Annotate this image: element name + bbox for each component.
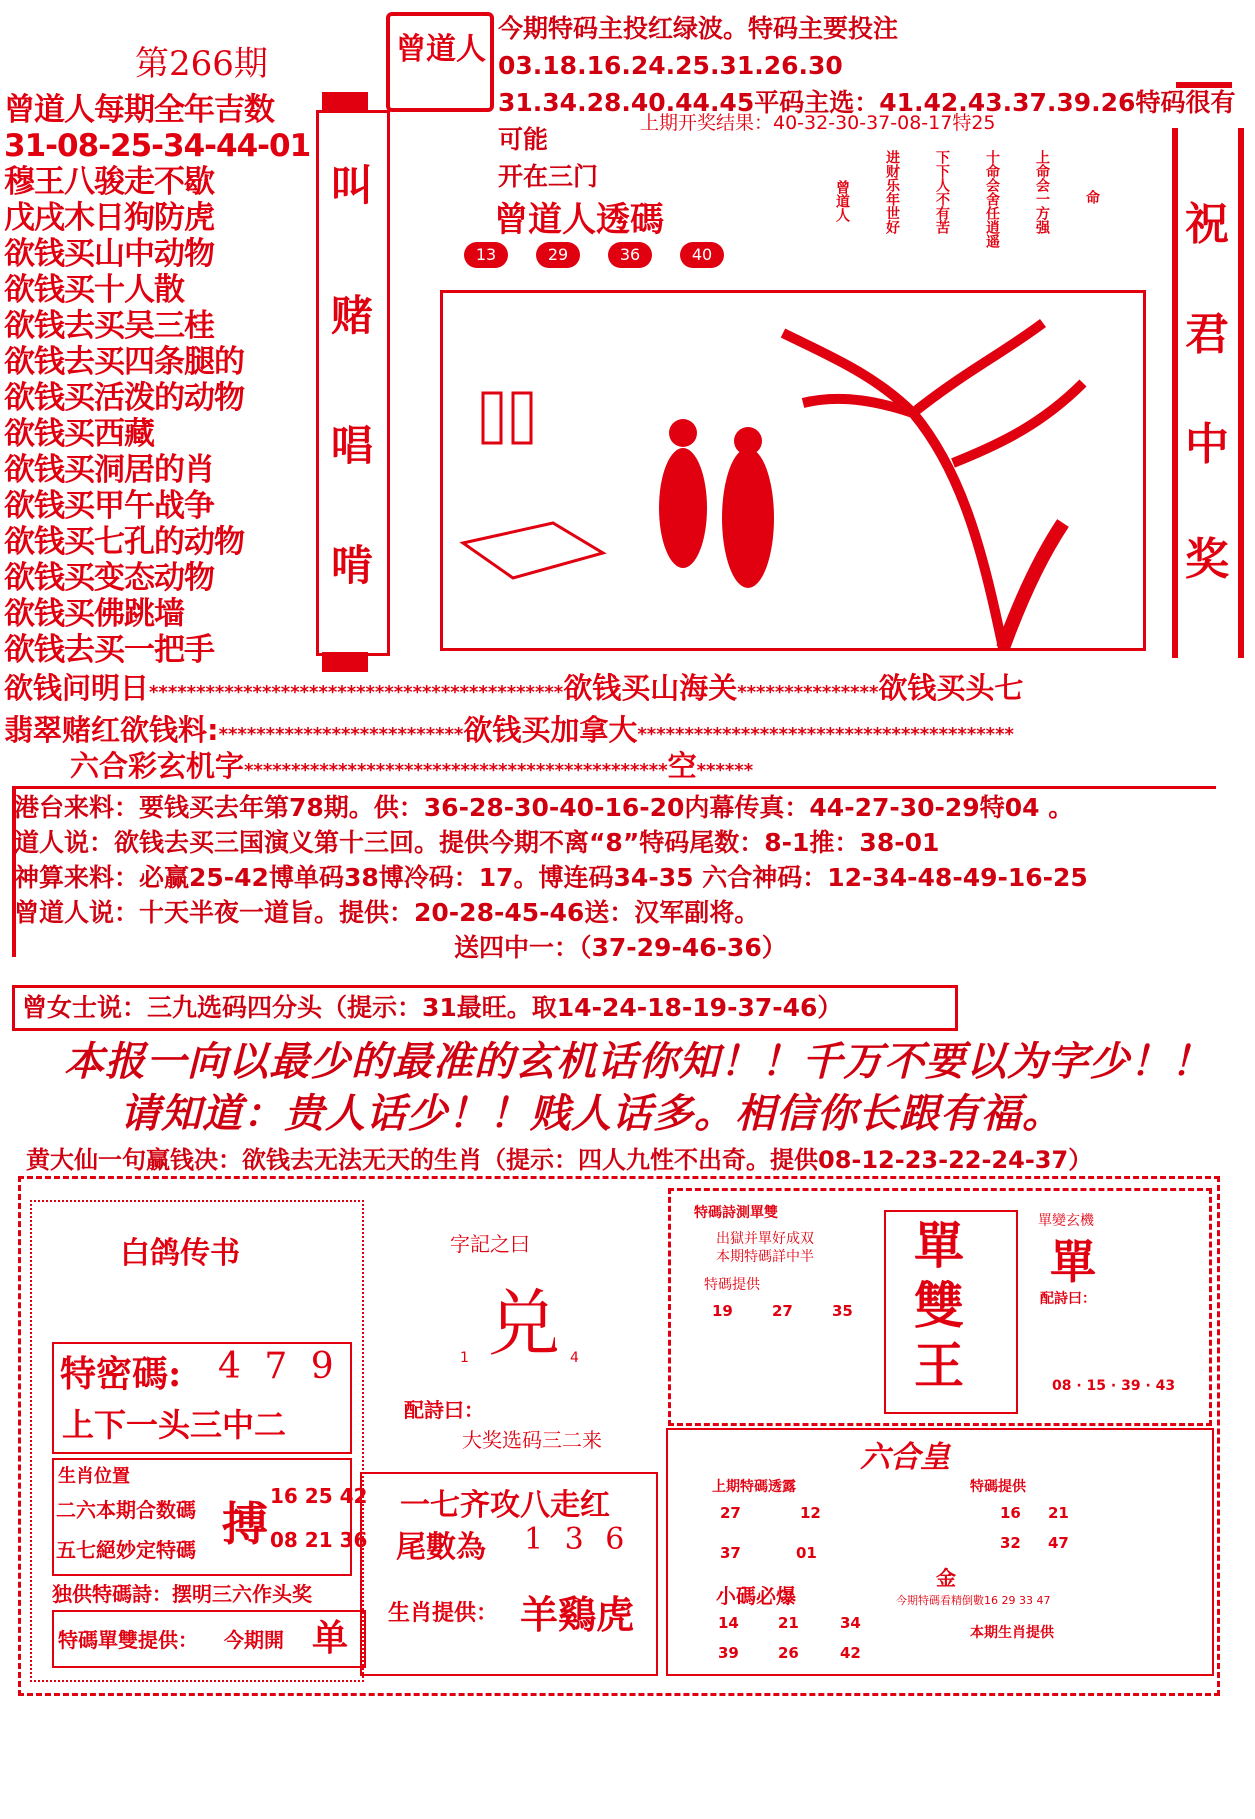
stars: *************** xyxy=(737,682,879,703)
riddle: 欲钱买加拿大 xyxy=(463,713,638,747)
scroll-char: 祝 xyxy=(1185,199,1229,250)
top-line-2: 31.34.28.40.44.45平码主选：41.42.43.37.39.26特码很有可能 xyxy=(498,88,1236,154)
stars: ******************************************** xyxy=(149,682,564,703)
huang-line: 黄大仙一句赢钱决：欲钱去无法无天的生肖（提示：四人九性不出奇。提供08-12-23-22-24-37） xyxy=(26,1146,1093,1174)
poem-col: 曾道人 xyxy=(834,180,850,222)
box1-title: 特碼詩測單雙 xyxy=(694,1205,778,1221)
box3-title: 單變玄機 xyxy=(1038,1213,1094,1229)
num: 35 xyxy=(832,1302,853,1320)
poem-col: 下下人不有苦 xyxy=(934,150,950,234)
scroll-char: 赌 xyxy=(330,291,373,340)
box1-sub: 特碼提供 xyxy=(704,1277,760,1293)
ball: 29 xyxy=(536,242,580,268)
slogan-1: 本报一向以最少的最准的玄机话你知！！千万不要以为字少！！ xyxy=(64,1038,1212,1085)
picture-title: 曾道人透碼 xyxy=(494,200,664,240)
num: 14 xyxy=(718,1614,739,1632)
scroll-char: 叫 xyxy=(330,161,373,210)
num: 32 xyxy=(1000,1534,1021,1552)
center-char: 單 xyxy=(914,1216,964,1275)
single-result: 单 xyxy=(312,1618,349,1659)
zodiac-value: 羊鷄虎 xyxy=(520,1592,635,1637)
scroll-char: 啃 xyxy=(330,541,373,590)
left-list xyxy=(4,92,324,668)
num: 42 xyxy=(840,1644,861,1662)
left-scroll xyxy=(316,110,390,656)
box1-line: 出獄并單好成双 xyxy=(716,1231,814,1247)
stars: ****** xyxy=(696,760,754,781)
single-value: 今期開 xyxy=(224,1628,284,1652)
stars: **************************************** xyxy=(637,724,1014,745)
list-item: 31-08-25-34-44-01 xyxy=(4,128,311,164)
right-scroll xyxy=(1172,128,1244,658)
pos-label: 生肖位置 xyxy=(58,1466,130,1487)
num: 27 xyxy=(772,1302,793,1320)
list-item: 欲钱买佛跳墙 xyxy=(4,596,184,632)
baige-title: 白鸽传书 xyxy=(120,1236,240,1271)
list-item: 戊戌木日狗防虎 xyxy=(4,200,214,236)
char-header: 字記之曰 xyxy=(450,1232,530,1256)
list-item: 欲钱买十人散 xyxy=(4,272,184,308)
list-item: 穆王八骏走不歇 xyxy=(4,164,214,200)
riddle: 欲钱问明日 xyxy=(4,671,150,705)
ball: 36 xyxy=(608,242,652,268)
list-item: 欲钱买活泼的动物 xyxy=(4,380,244,416)
stars: ********************************************* xyxy=(244,760,668,781)
list-item: 欲钱买变态动物 xyxy=(4,560,214,596)
scroll-char: 唱 xyxy=(330,421,373,470)
num: 21 xyxy=(778,1614,799,1632)
poem-text: 大奖选码三二来 xyxy=(462,1428,602,1452)
logo-text: 曾道人 xyxy=(396,32,486,67)
poem-col: 命 xyxy=(1084,190,1100,204)
info-line: 神算来料：必赢25-42博单码38博冷码：17。博连码34-35 六合神码：12-34-48-49-16-25 xyxy=(14,863,1088,892)
num: 39 xyxy=(718,1644,739,1662)
slogan-2: 请知道：贵人话少！！贱人话多。相信你长跟有福。 xyxy=(120,1090,1063,1137)
zodiac-tigong: 本期生肖提供 xyxy=(970,1625,1054,1641)
list-item: 欲钱去买四条腿的 xyxy=(4,344,244,380)
scroll-char: 君 xyxy=(1185,309,1229,360)
list-item: 欲钱买洞居的肖 xyxy=(4,452,214,488)
poem-line: 独供特碼詩：摆明三六作头奖 xyxy=(52,1582,312,1606)
poem-col: 上命会一方强 xyxy=(1034,150,1050,234)
scroll-char: 奖 xyxy=(1185,534,1229,585)
num: 01 xyxy=(796,1544,817,1562)
info-line: 港台来料：要钱买去年第78期。供：36-28-30-40-16-20内幕传真：44-27-30-29特04 。 xyxy=(14,793,1074,822)
list-item: 欲钱买七孔的动物 xyxy=(4,524,244,560)
box3-poem-label: 配詩曰： xyxy=(1040,1291,1096,1307)
tema-line: 今期特碼看精倒數16 29 33 47 xyxy=(896,1594,1051,1607)
main-char: 兑 xyxy=(488,1282,561,1366)
stars: ************************** xyxy=(218,724,464,745)
scroll-char: 中 xyxy=(1185,419,1229,470)
riddle: 六合彩玄机字 xyxy=(70,749,245,783)
num: 21 xyxy=(1048,1504,1069,1522)
tail-label: 尾數為 xyxy=(396,1530,486,1565)
num: 16 xyxy=(1000,1504,1021,1522)
logo xyxy=(386,12,494,112)
divider xyxy=(1176,82,1232,88)
info-line: 曾道人说：十天半夜一道旨。提供：20-28-45-46送：汉军副将。 xyxy=(14,898,760,927)
top-line-3: 开在三门 xyxy=(498,162,599,191)
bo-char: 搏 xyxy=(222,1497,268,1551)
box1-line: 本期特碼詳中半 xyxy=(716,1249,814,1265)
last-result: 上期开奖结果：40-32-30-37-08-17特25 xyxy=(640,112,996,134)
top-line-1: 今期特码主投红绿波。特码主要投注03.18.16.24.25.31.26.30 xyxy=(498,14,899,80)
info-line: 送四中一：（37-29-46-36） xyxy=(454,933,787,962)
xiaoma: 小碼必爆 xyxy=(716,1584,796,1608)
list-item: 欲钱买西藏 xyxy=(4,416,154,452)
center-char: 雙 xyxy=(914,1276,964,1335)
list-item: 欲钱去买一把手 xyxy=(4,632,214,668)
riddle: 欲钱买头七 xyxy=(878,671,1024,705)
num: 19 xyxy=(712,1302,733,1320)
center-chars xyxy=(914,1216,964,1396)
ball: 40 xyxy=(680,242,724,268)
riddle-row-3 xyxy=(70,744,753,785)
red-line: 一七齐攻八走红 xyxy=(400,1488,610,1523)
list-item: 欲钱买山中动物 xyxy=(4,236,214,272)
poem-columns xyxy=(800,150,1100,270)
info-line: 道人说：欲钱去买三国演义第十三回。提供今期不离“8”特码尾数：8-1推：38-01 xyxy=(14,828,940,857)
num: 37 xyxy=(720,1544,741,1562)
jin-char: 金 xyxy=(936,1566,956,1590)
riddle: 欲钱买山海关 xyxy=(563,671,738,705)
char-n1: 1 xyxy=(460,1350,469,1366)
char-n2: 4 xyxy=(570,1350,579,1366)
single-label: 特碼單雙提供： xyxy=(58,1628,198,1652)
tema-value: 4 7 9 xyxy=(218,1346,340,1387)
tema-tigong: 特碼提供 xyxy=(970,1479,1026,1495)
poem-label: 配詩曰： xyxy=(404,1398,484,1422)
num: 12 xyxy=(800,1504,821,1522)
tema-label: 特密碼: xyxy=(60,1353,182,1395)
sub-left: 上期特碼透露 xyxy=(712,1479,796,1495)
number-balls xyxy=(464,242,752,268)
line-a: 二六本期合数碼 xyxy=(56,1498,196,1522)
poem-col: 进财乐年世好 xyxy=(884,150,900,234)
box3-nums: 08 · 15 · 39 · 43 xyxy=(1052,1378,1176,1394)
liuhe-title: 六合皇 xyxy=(860,1440,950,1475)
num: 27 xyxy=(720,1504,741,1522)
riddle-row-2 xyxy=(4,708,1014,749)
tema-line2: 上下一头三中二 xyxy=(62,1406,287,1444)
riddle: 空 xyxy=(667,749,697,783)
num: 47 xyxy=(1048,1534,1069,1552)
num: 34 xyxy=(840,1614,861,1632)
illustration xyxy=(440,290,1146,651)
line-b: 五七絕妙定特碼 xyxy=(56,1538,196,1562)
tail-value: 1 3 6 xyxy=(524,1522,631,1557)
riddle-row-1 xyxy=(4,666,1023,707)
info-box xyxy=(14,790,1174,965)
ball: 13 xyxy=(464,242,508,268)
poem-col: 十命会舍任逍遥 xyxy=(984,150,1000,248)
nums-1: 16 25 42 xyxy=(270,1484,368,1508)
list-item: 欲钱买甲午战争 xyxy=(4,488,214,524)
issue-number: 第266期 xyxy=(135,44,268,84)
riddle: 翡翠赌红欲钱料: xyxy=(4,713,219,747)
nums-2: 08 21 36 xyxy=(270,1528,368,1552)
num: 26 xyxy=(778,1644,799,1662)
list-item: 曾道人每期全年吉数 xyxy=(4,92,274,128)
box3-char: 單 xyxy=(1050,1235,1096,1289)
zodiac-label: 生肖提供： xyxy=(388,1600,499,1626)
tree-illustration xyxy=(443,293,1143,648)
scroll-cap xyxy=(322,92,368,112)
info-line: 曾女士说：三九选码四分头（提示：31最旺。取14-24-18-19-37-46） xyxy=(22,993,843,1022)
center-char: 王 xyxy=(914,1336,964,1395)
list-item: 欲钱去买吴三桂 xyxy=(4,308,214,344)
